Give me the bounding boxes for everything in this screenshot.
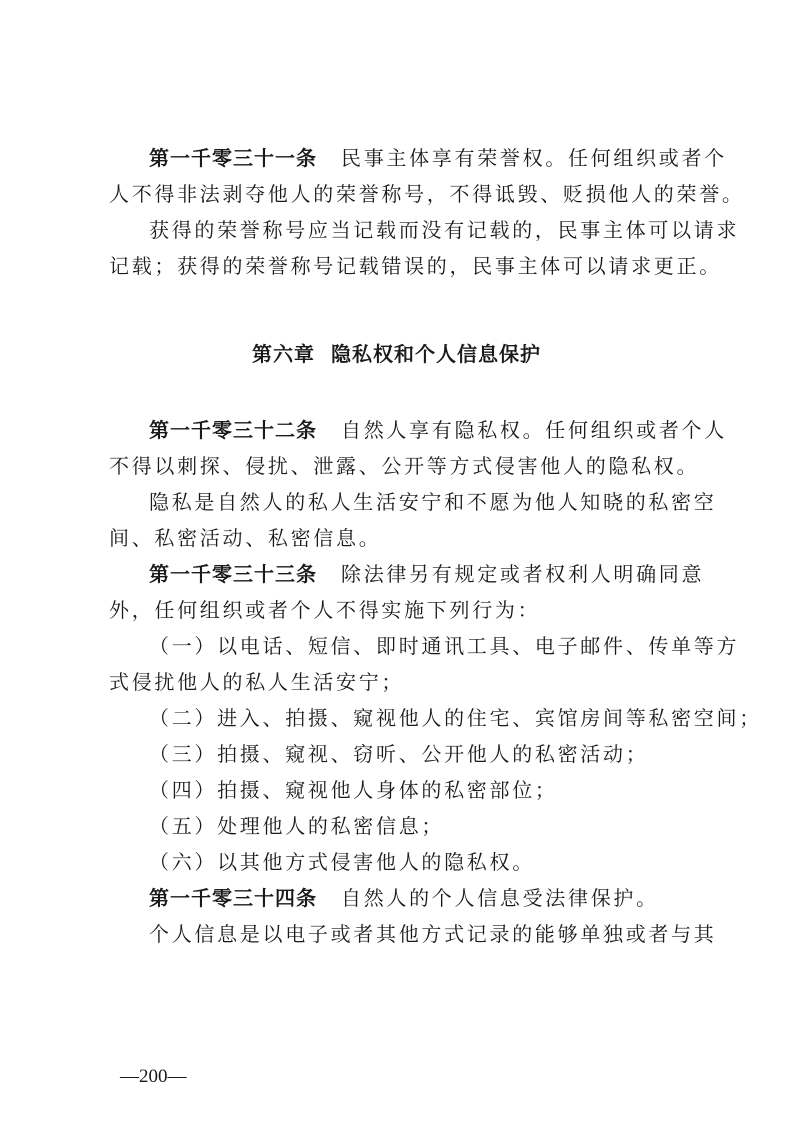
article-number: 第一千零三十一条: [149, 146, 317, 170]
list-item: （一）以电话、短信、即时通讯工具、电子邮件、传单等方: [149, 634, 740, 658]
article-text: 自然人享有隐私权。任何组织或者个人: [341, 418, 727, 442]
list-item: （四）拍摄、窥视他人身体的私密部位；: [149, 778, 558, 802]
article-1031-block: [109, 140, 745, 284]
paragraph-line: 外，任何组织或者个人不得实施下列行为：: [109, 598, 541, 622]
chapter-number: 第六章: [252, 342, 315, 366]
paragraph-line: [109, 556, 705, 592]
paragraph-line: [109, 140, 727, 176]
list-item: （六）以其他方式侵害他人的隐私权。: [149, 850, 535, 874]
paragraph-line: 不得以刺探、侵扰、泄露、公开等方式侵害他人的隐私权。: [109, 454, 700, 478]
list-item: （二）进入、拍摄、窥视他人的住宅、宾馆房间等私密空间；: [149, 706, 762, 730]
list-item: （三）拍摄、窥视、窃听、公开他人的私密活动；: [149, 742, 649, 766]
articles-1032-1034-block: [109, 412, 762, 952]
article-number: 第一千零三十四条: [149, 886, 317, 910]
paragraph-line: 获得的荣誉称号应当记载而没有记载的，民事主体可以请求: [149, 218, 740, 242]
paragraph-line: 个人信息是以电子或者其他方式记录的能够单独或者与其: [149, 922, 717, 946]
article-number: 第一千零三十三条: [149, 562, 317, 586]
article-text: 除法律另有规定或者权利人明确同意: [341, 562, 705, 586]
article-text: 民事主体享有荣誉权。任何组织或者个: [341, 146, 727, 170]
paragraph-line: [109, 880, 695, 916]
page-number: —200—: [120, 1066, 187, 1087]
chapter-heading: [0, 336, 793, 372]
paragraph-line: 隐私是自然人的私人生活安宁和不愿为他人知晓的私密空: [149, 490, 717, 514]
paragraph-line: 间、私密活动、私密信息。: [109, 526, 382, 550]
paragraph-line: 人不得非法剥夺他人的荣誉称号，不得诋毁、贬损他人的荣誉。: [109, 182, 745, 206]
article-number: 第一千零三十二条: [149, 418, 317, 442]
list-item: （五）处理他人的私密信息；: [149, 814, 445, 838]
paragraph-line: [109, 412, 727, 448]
article-text: 自然人的个人信息受法律保护。: [341, 886, 659, 910]
list-item-continuation: 式侵扰他人的私人生活安宁；: [109, 670, 405, 694]
chapter-title: 隐私权和个人信息保护: [331, 342, 541, 366]
paragraph-line: 记载；获得的荣誉称号记载错误的，民事主体可以请求更正。: [109, 254, 722, 278]
